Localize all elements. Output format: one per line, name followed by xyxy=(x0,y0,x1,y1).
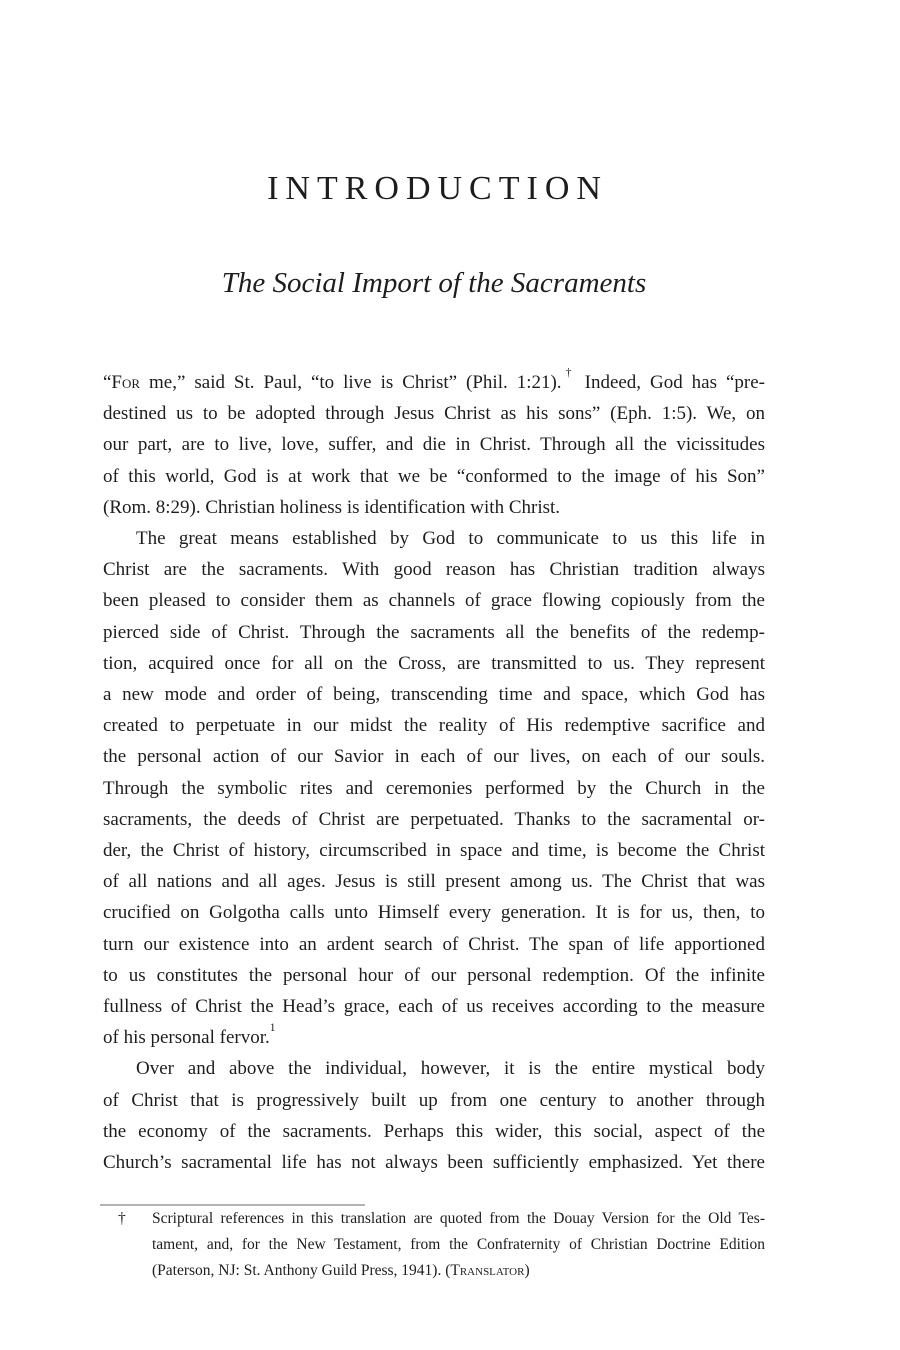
body-line: of all nations and all ages. Jesus is still present among us. The Christ that was xyxy=(103,871,765,893)
body-line: of his personal fervor.$^1$ xyxy=(103,1021,276,1049)
body-line: the personal action of our Savior in each of our lives, on each of our souls. xyxy=(103,746,765,768)
paragraph-1 xyxy=(103,367,765,523)
body-line: sacraments, the deeds of Christ are perpetuated. Thanks to the sacramental or- xyxy=(103,808,765,830)
body-line: (Rom. 8:29). Christian holiness is identification with Christ. xyxy=(103,496,561,518)
body-line: been pleased to consider them as channels of grace flowing copiously from the xyxy=(103,590,765,612)
body-line: our part, are to live, love, suffer, and die in Christ. Through all the vicissitudes xyxy=(103,434,765,456)
body-line: tion, acquired once for all on the Cross, are transmitted to us. They represent xyxy=(103,652,765,674)
page-title: INTRODUCTION xyxy=(267,170,608,207)
body-line: of Christ that is progressively built up from one century to another through xyxy=(103,1089,765,1111)
body-line: “For me,” said St. Paul, “to live is Christ” (Phil. 1:21).† Indeed, God has “pre- xyxy=(103,366,765,393)
body-line: der, the Christ of history, circumscribed in space and time, is become the Christ xyxy=(103,840,765,862)
footnote xyxy=(103,1206,765,1284)
footnote-line: Scriptural references in this translation are quoted from the Douay Version for the Old Tes- xyxy=(152,1210,765,1227)
footnote-line: tament, and, for the New Testament, from the Confraternity of Christian Doctrine Edition xyxy=(152,1236,765,1253)
body-line: Through the symbolic rites and ceremonies performed by the Church in the xyxy=(103,777,765,799)
body-line: pierced side of Christ. Through the sacraments all the benefits of the redemp- xyxy=(103,621,765,643)
body-line: Church’s sacramental life has not always been sufficiently emphasized. Yet there xyxy=(103,1152,765,1174)
body-line: destined us to be adopted through Jesus Christ as his sons” (Eph. 1:5). We, on xyxy=(103,403,765,425)
footnote-dagger-marker: † xyxy=(118,1210,126,1227)
body-line: a new mode and order of being, transcending time and space, which God has xyxy=(103,684,765,706)
footnote-line: (Paterson, NJ: St. Anthony Guild Press, 1941). (Translator) xyxy=(152,1262,530,1279)
body-line: The great means established by God to communicate to us this life in xyxy=(136,528,765,550)
paragraph-3 xyxy=(103,1053,765,1178)
paragraph-2 xyxy=(103,523,765,1053)
body-line: created to perpetuate in our midst the reality of His redemptive sacrifice and xyxy=(103,715,765,737)
body-line: of this world, God is at work that we be “conformed to the image of his Son” xyxy=(103,465,765,487)
body-line: turn our existence into an ardent search of Christ. The span of life apportioned xyxy=(103,933,765,955)
body-line: Over and above the individual, however, it is the entire mystical body xyxy=(136,1058,765,1080)
body-text xyxy=(103,367,765,1178)
body-line: Christ are the sacraments. With good reason has Christian tradition always xyxy=(103,559,765,581)
footnote-text xyxy=(152,1206,765,1284)
chapter-subtitle: The Social Import of the Sacraments xyxy=(221,267,647,299)
body-line: the economy of the sacraments. Perhaps this wider, this social, aspect of the xyxy=(103,1120,765,1142)
body-line: to us constitutes the personal hour of our personal redemption. Of the infinite xyxy=(103,964,765,986)
body-line: crucified on Golgotha calls unto Himself every generation. It is for us, then, to xyxy=(103,902,765,924)
body-line: fullness of Christ the Head’s grace, each of us receives according to the measure xyxy=(103,996,765,1018)
